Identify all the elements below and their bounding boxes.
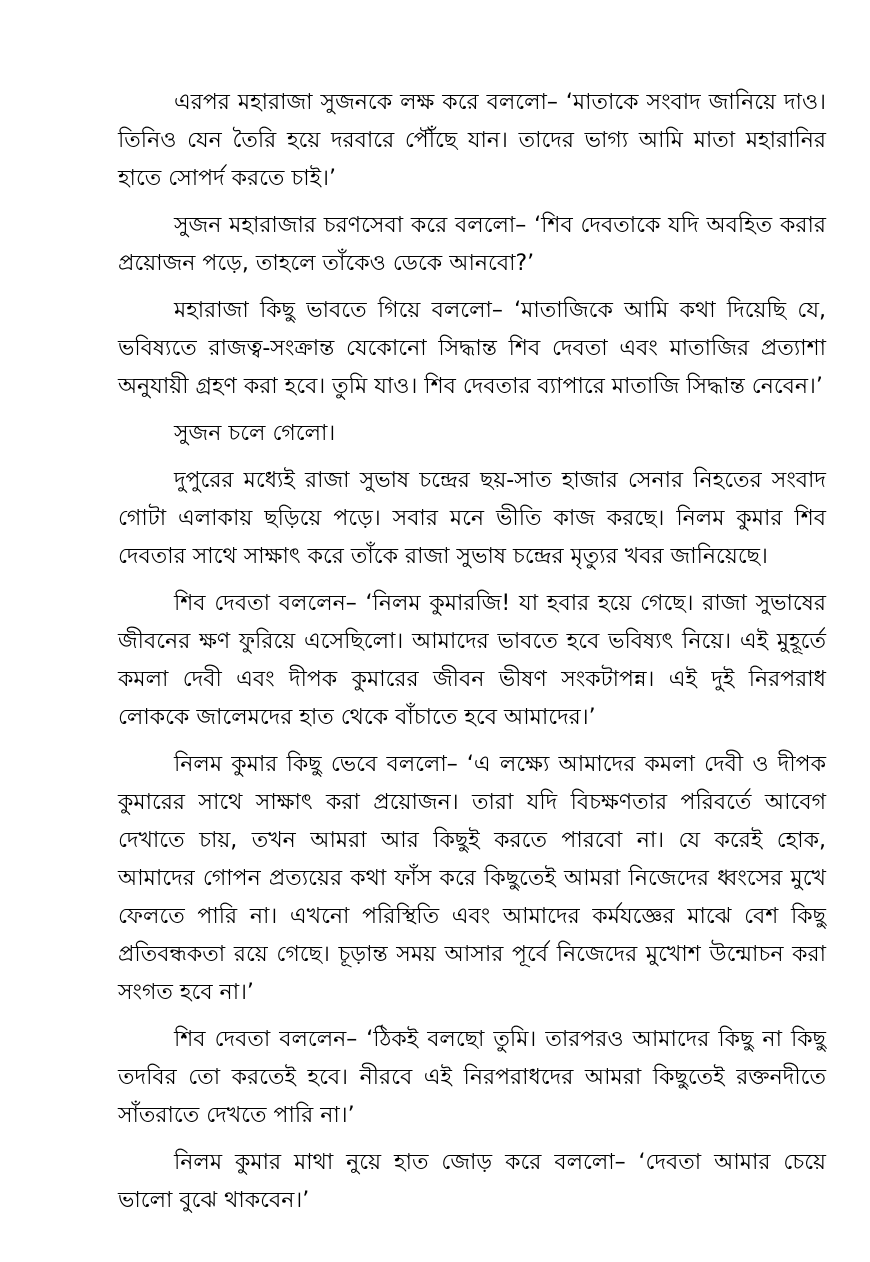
paragraph-7: নিলম কুমার কিছু ভেবে বললো– ‘এ লক্ষ্যে আমাদের কমলা দেবী ও দীপক কুমারের সাথে সাক্ষাৎ করা প্রয়োজন। তারা যদি বিচক্ষণতার পরিবর্তে আবেগ দেখাতে চায়, তখন আমরা আর কিছুই করতে পারবো না। যে করেই হোক, আমাদের গোপন প্রত্যয়ের কথা ফাঁস করে কিছুতেই আমরা নিজেদের ধ্বংসের মুখে ফেলতে পারি না। এখনো পরিস্থিতি এবং আমাদের কর্মযজ্ঞের মাঝে বেশ কিছু প্রতিবন্ধকতা রয়ে গেছে। চূড়ান্ত সময় আসার পূর্বে নিজেদের মুখোশ উন্মোচন করা সংগত হবে না।’ bbox=[118, 752, 826, 1005]
paragraph-6: শিব দেবতা বললেন– ‘নিলম কুমারজি! যা হবার হয়ে গেছে। রাজা সুভাষের জীবনের ক্ষণ ফুরিয়ে এসেছিলো। আমাদের ভাবতে হবে ভবিষ্যৎ নিয়ে। এই মুহূর্তে কমলা দেবী এবং দীপক কুমারের জীবন ভীষণ সংকটাপন্ন। এই দুই নিরপরাধ লোককে জালেমদের হাত থেকে বাঁচাতে হবে আমাদের।’ bbox=[118, 591, 826, 730]
paragraph-2: সুজন মহারাজার চরণসেবা করে বললো– ‘শিব দেবতাকে যদি অবহিত করার প্রয়োজন পড়ে, তাহলে তাঁকেও ডেকে আনবো?’ bbox=[118, 213, 826, 276]
paragraph-5: দুপুরের মধ্যেই রাজা সুভাষ চন্দ্রের ছয়-সাত হাজার সেনার নিহতের সংবাদ গোটা এলাকায় ছড়িয়ে পড়ে। সবার মনে ভীতি কাজ করছে। নিলম কুমার শিব দেবতার সাথে সাক্ষাৎ করে তাঁকে রাজা সুভাষ চন্দ্রের মৃত্যুর খবর জানিয়েছে। bbox=[118, 468, 826, 569]
paragraph-4: সুজন চলে গেলো। bbox=[174, 421, 336, 446]
page-body bbox=[118, 84, 826, 1229]
paragraph-9: নিলম কুমার মাথা নুয়ে হাত জোড় করে বললো– ‘দেবতা আমার চেয়ে ভালো বুঝে থাকবেন।’ bbox=[118, 1150, 826, 1213]
paragraph-3: মহারাজা কিছু ভাবতে গিয়ে বললো– ‘মাতাজিকে আমি কথা দিয়েছি যে, ভবিষ্যতে রাজত্ব-সংক্রান্ত যেকোনো সিদ্ধান্ত শিব দেবতা এবং মাতাজির প্রত্যাশা অনুযায়ী গ্রহণ করা হবে। তুমি যাও। শিব দেবতার ব্যাপারে মাতাজি সিদ্ধান্ত নেবেন।’ bbox=[118, 298, 826, 399]
paragraph-8: শিব দেবতা বললেন– ‘ঠিকই বলছো তুমি। তারপরও আমাদের কিছু না কিছু তদবির তো করতেই হবে। নীরবে এই নিরপরাধদের আমরা কিছুতেই রক্তনদীতে সাঁতরাতে দেখতে পারি না।’ bbox=[118, 1027, 826, 1128]
paragraph-1: এরপর মহারাজা সুজনকে লক্ষ করে বললো– ‘মাতাকে সংবাদ জানিয়ে দাও। তিনিও যেন তৈরি হয়ে দরবারে পৌঁছে যান। তাদের ভাগ্য আমি মাতা মহারানির হাতে সোপর্দ করতে চাই।’ bbox=[118, 90, 826, 191]
